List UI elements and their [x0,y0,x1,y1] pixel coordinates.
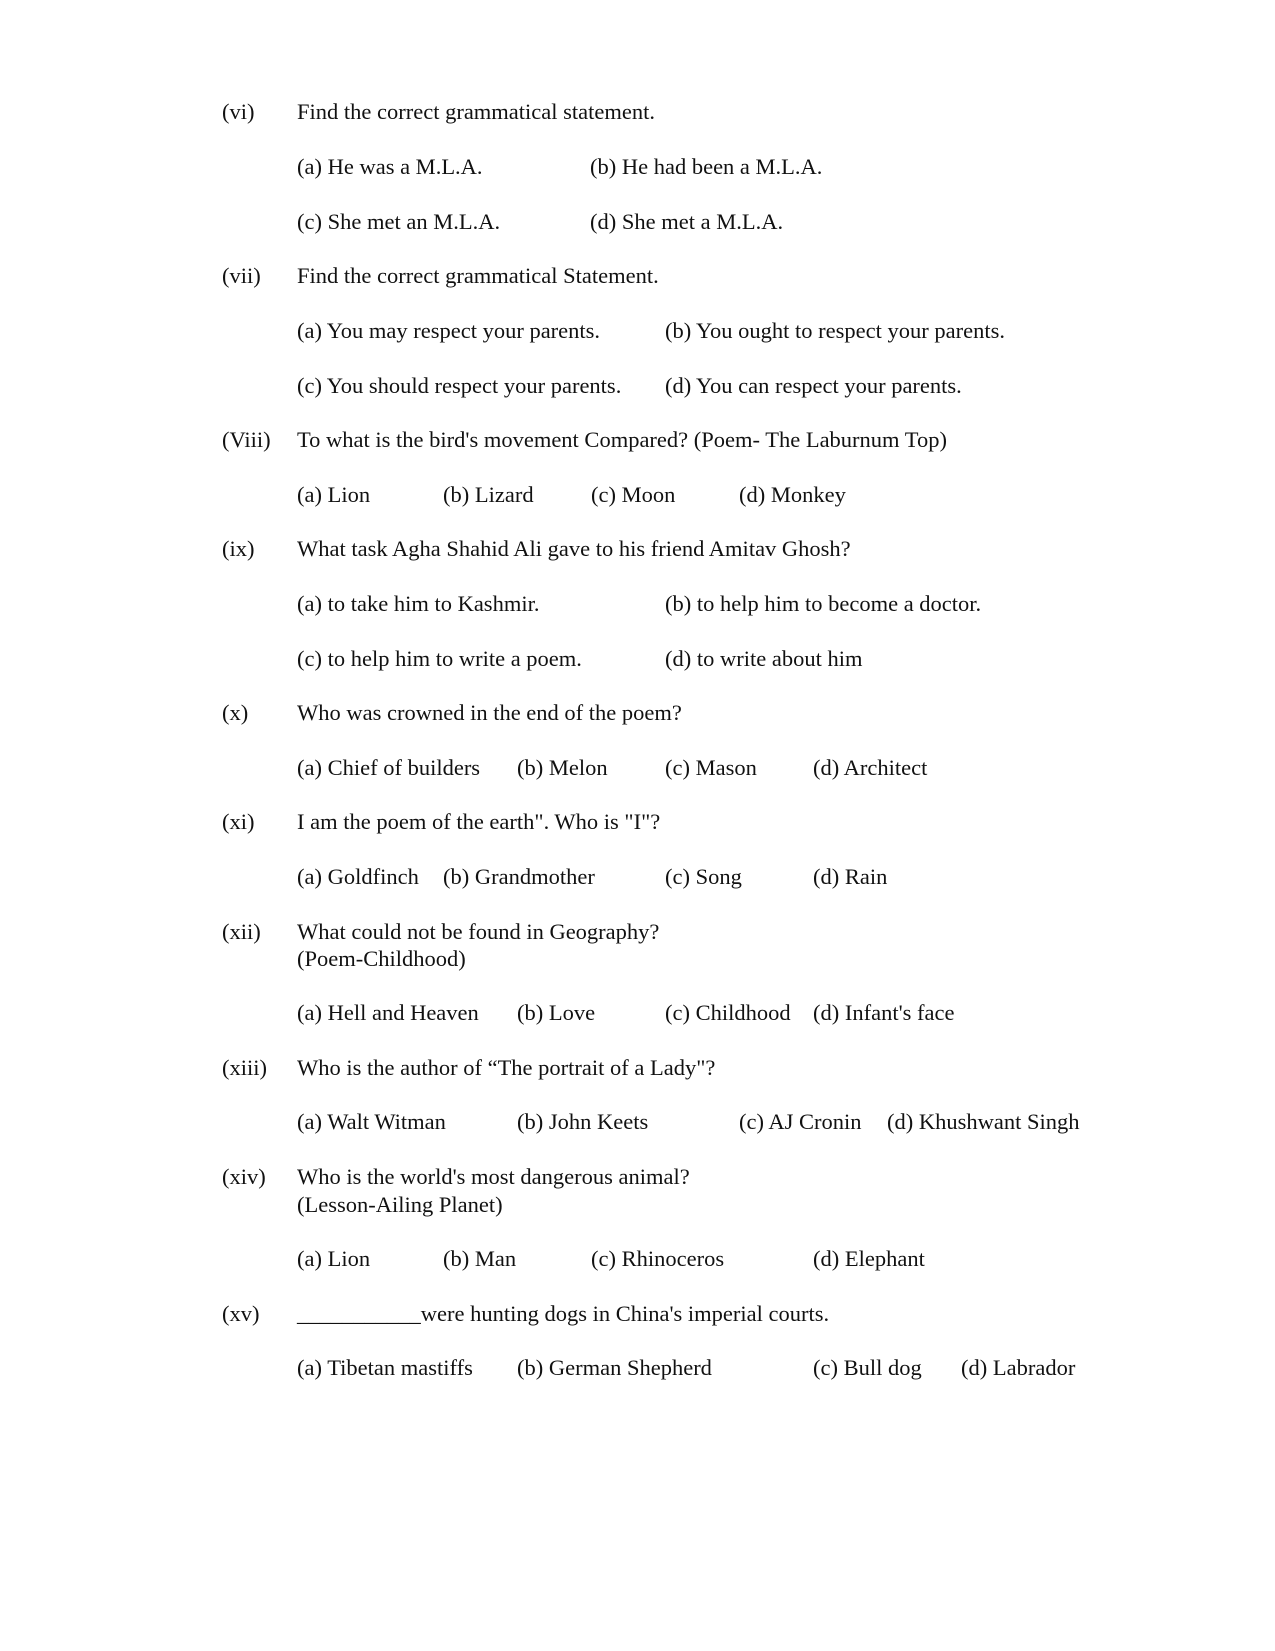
option: (b) to help him to become a doctor. [665,591,982,616]
option: (b) Man [443,1246,517,1271]
option: (b) You ought to respect your parents. [665,318,1005,343]
question-text-line2: (Lesson-Ailing Planet) [297,1192,503,1217]
option: (a) You may respect your parents. [297,318,601,343]
option: (c) Childhood [665,1000,791,1025]
option: (b) German Shepherd [517,1355,712,1380]
option: (c) She met an M.L.A. [297,209,501,234]
question-number: (x) [222,700,249,725]
question-number: (xi) [222,809,255,834]
option: (b) Love [517,1000,596,1025]
question-text: Who is the author of “The portrait of a Lady"? [297,1055,716,1080]
option: (d) to write about him [665,646,863,671]
question-text: ___________were hunting dogs in China's imperial courts. [297,1301,830,1326]
option: (a) Goldfinch [297,864,419,889]
question-text: Find the correct grammatical statement. [297,99,655,124]
option: (b) John Keets [517,1109,649,1134]
question-number: (vi) [222,99,255,124]
question-number: (xiii) [222,1055,267,1080]
question-text: I am the poem of the earth". Who is "I"? [297,809,661,834]
question-text: Who is the world's most dangerous animal? [297,1164,690,1189]
question-number: (Viii) [222,427,271,452]
option: (a) He was a M.L.A. [297,154,483,179]
option: (c) Song [665,864,742,889]
option: (a) Walt Witman [297,1109,446,1134]
option: (c) Mason [665,755,757,780]
question-text: Find the correct grammatical Statement. [297,263,659,288]
option: (a) Chief of builders [297,755,481,780]
option: (b) Melon [517,755,608,780]
option: (b) Grandmother [443,864,595,889]
option: (c) Moon [591,482,676,507]
question-number: (xv) [222,1301,260,1326]
option: (d) She met a M.L.A. [590,209,784,234]
question-text: What could not be found in Geography? [297,919,660,944]
question-number: (vii) [222,263,261,288]
question-text: Who was crowned in the end of the poem? [297,700,682,725]
option: (d) Labrador [961,1355,1076,1380]
option: (d) Rain [813,864,888,889]
option: (c) AJ Cronin [739,1109,862,1134]
option: (b) He had been a M.L.A. [590,154,823,179]
question-number: (xiv) [222,1164,266,1189]
option: (d) Monkey [739,482,846,507]
option: (c) You should respect your parents. [297,373,622,398]
option: (a) Lion [297,482,371,507]
option: (d) Infant's face [813,1000,955,1025]
option: (c) to help him to write a poem. [297,646,582,671]
option: (d) You can respect your parents. [665,373,962,398]
option: (a) Tibetan mastiffs [297,1355,473,1380]
option: (a) to take him to Kashmir. [297,591,540,616]
option: (a) Lion [297,1246,371,1271]
question-text-line2: (Poem-Childhood) [297,946,466,971]
question-number: (xii) [222,919,261,944]
option: (c) Bull dog [813,1355,922,1380]
question-number: (ix) [222,536,255,561]
question-text: What task Agha Shahid Ali gave to his friend Amitav Ghosh? [297,536,851,561]
option: (d) Khushwant Singh [887,1109,1080,1134]
option: (b) Lizard [443,482,534,507]
option: (d) Elephant [813,1246,925,1271]
option: (a) Hell and Heaven [297,1000,479,1025]
option: (d) Architect [813,755,928,780]
option: (c) Rhinoceros [591,1246,725,1271]
question-text: To what is the bird's movement Compared? (Poem- The Laburnum Top) [297,427,947,452]
